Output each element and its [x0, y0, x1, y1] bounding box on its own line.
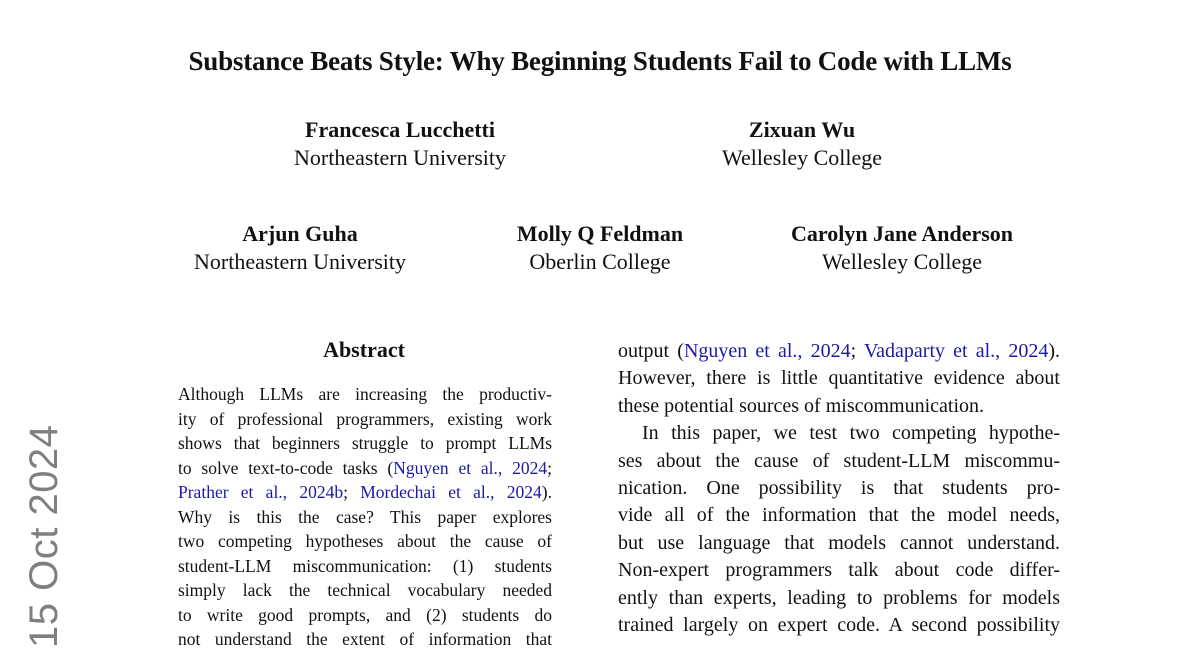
author-name: Zixuan Wu — [748, 117, 856, 142]
abstract-line — [178, 480, 552, 505]
citation-link[interactable]: Nguyen et al., 2024 — [683, 340, 851, 362]
author-affiliation: Wellesley College — [821, 249, 983, 274]
author-affiliation: Northeastern University — [294, 145, 506, 170]
body-column-right — [618, 338, 1060, 639]
body-line: Non-expert programmers talk about code differ- — [618, 559, 1060, 582]
abstract-line: Although LLMs are increasing the productiv- — [178, 384, 552, 404]
paper-title: Substance Beats Style: Why Beginning Students Fail to Code with LLMs — [188, 46, 1012, 76]
arxiv-date-stamp: 15 Oct 2024 — [22, 424, 66, 648]
abstract-line: Why is this the case? This paper explores — [178, 506, 552, 527]
abstract-text: ; — [547, 457, 552, 478]
body-line: these potential sources of miscommunication. — [618, 394, 985, 417]
abstract-text: ; — [343, 482, 361, 502]
body-line — [618, 338, 1060, 365]
body-text: ; — [850, 340, 864, 362]
citation-link[interactable]: Prather et al., 2024b — [178, 482, 344, 502]
author-name: Molly Q Feldman — [516, 221, 684, 246]
body-line: However, there is little quantitative evidence about — [618, 367, 1060, 390]
citation-link[interactable]: Mordechai et al., 2024 — [360, 482, 542, 502]
body-line: ently than experts, leading to problems for models — [618, 586, 1060, 609]
author-affiliation: Wellesley College — [721, 145, 883, 170]
author-affiliation: Oberlin College — [529, 249, 671, 274]
abstract-line: two competing hypotheses about the cause of — [178, 531, 552, 551]
body-line: In this paper, we test two competing hypothe- — [642, 422, 1060, 445]
abstract-line: to write good prompts, and (2) students do — [178, 604, 552, 625]
abstract-text: to solve text-to-code tasks ( — [178, 457, 394, 478]
body-text: ). — [1048, 340, 1061, 362]
author-block — [602, 116, 1002, 172]
abstract-line: simply lack the technical vocabulary needed — [178, 580, 552, 600]
author-block — [450, 220, 750, 276]
body-text: output ( — [618, 340, 684, 362]
abstract-body — [178, 382, 552, 652]
body-line: ses about the cause of student-LLM miscommu- — [618, 449, 1060, 472]
abstract-text: ). — [541, 482, 552, 502]
abstract-line: student-LLM miscommunication: (1) students — [178, 555, 552, 576]
abstract-line — [178, 456, 552, 481]
body-line: vide all of the information that the model needs, — [618, 504, 1060, 527]
abstract-line: shows that beginners struggle to prompt LLMs — [178, 433, 552, 453]
author-name: Carolyn Jane Anderson — [790, 221, 1014, 246]
body-line: nication. One possibility is that students pro- — [618, 477, 1060, 500]
author-name: Arjun Guha — [242, 221, 358, 246]
abstract-line: ity of professional programmers, existing work — [178, 408, 552, 429]
author-block — [752, 220, 1052, 276]
author-block — [150, 220, 450, 276]
author-block — [200, 116, 600, 172]
citation-link[interactable]: Vadaparty et al., 2024 — [863, 340, 1049, 362]
body-line: but use language that models cannot understand. — [618, 531, 1060, 554]
body-line: trained largely on expert code. A second possibility — [618, 614, 1060, 637]
author-name: Francesca Lucchetti — [305, 117, 495, 142]
abstract-heading: Abstract — [323, 337, 405, 362]
abstract-line: not understand the extent of information that — [178, 629, 552, 649]
citation-link[interactable]: Nguyen et al., 2024 — [393, 457, 548, 478]
author-affiliation: Northeastern University — [194, 249, 406, 274]
